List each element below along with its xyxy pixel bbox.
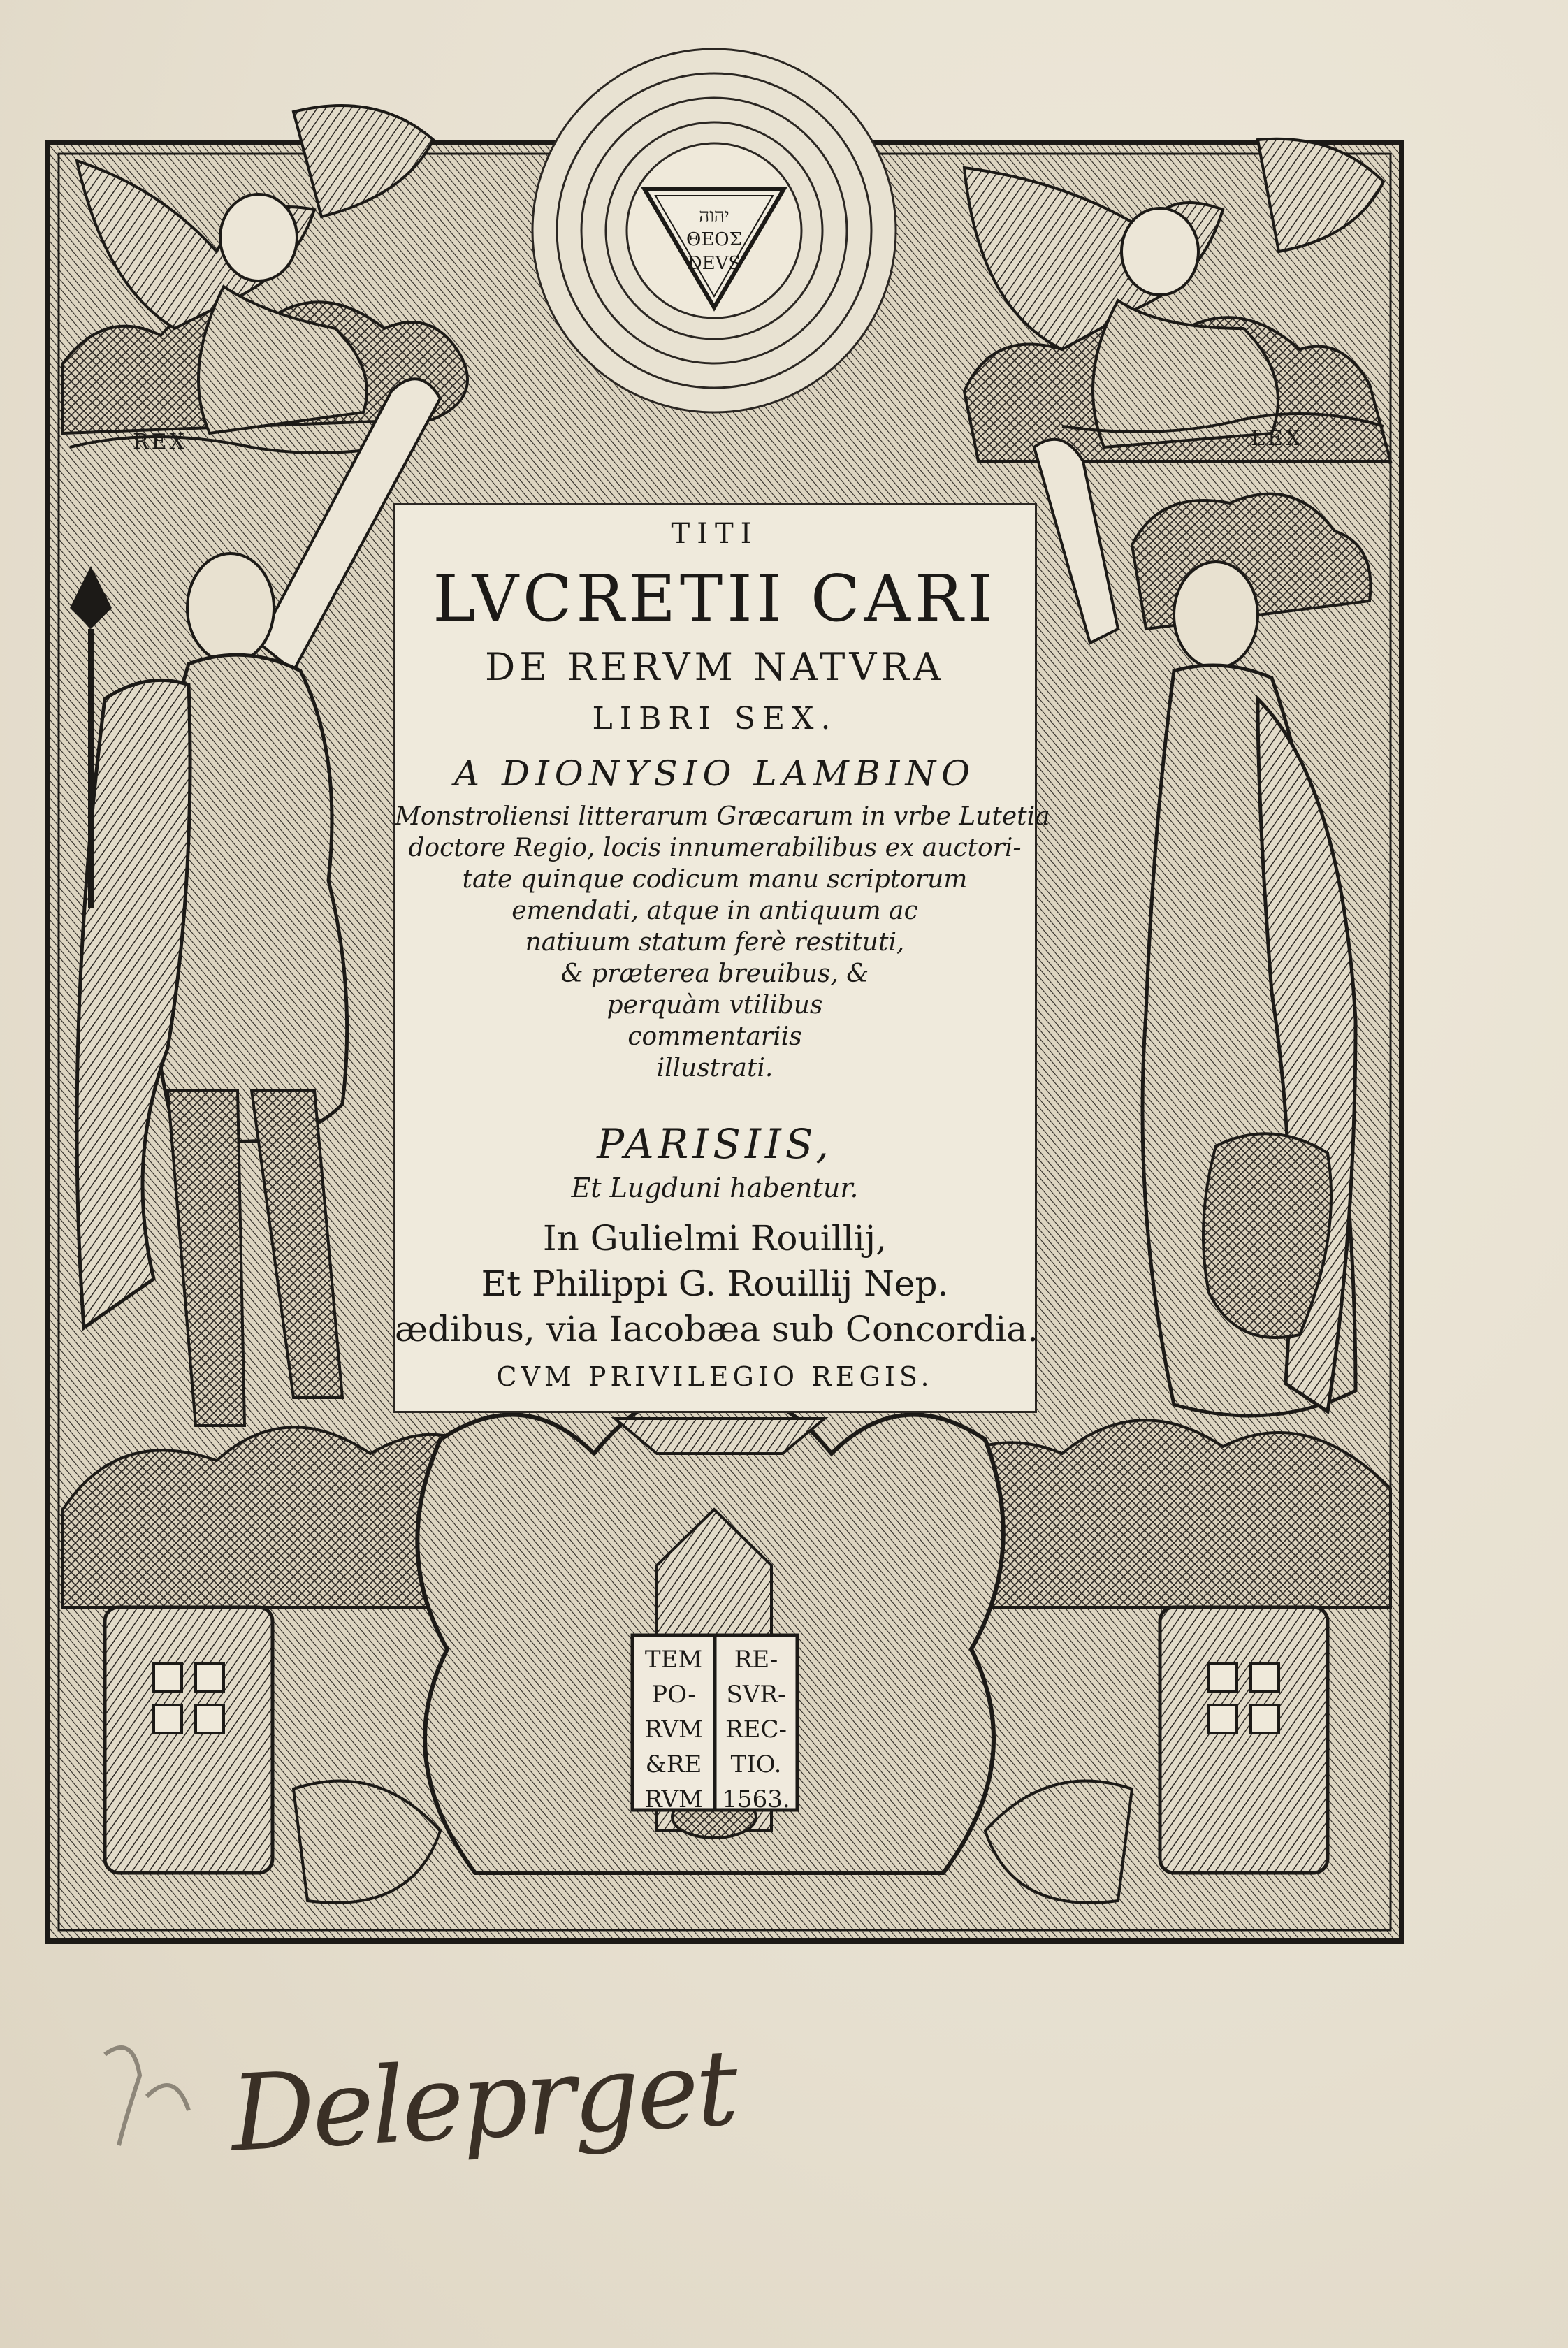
book-right-line: REC- — [725, 1716, 787, 1744]
book-left-line: PO- — [651, 1681, 696, 1709]
editor-note-line: & præterea breuibus, & — [560, 959, 869, 988]
title-titi: TITI — [671, 518, 759, 550]
title-author: LVCRETII CARI — [433, 561, 997, 636]
editor-note-line: Monstroliensi litterarum Græcarum in vrbe Lutetia — [395, 802, 1050, 831]
pedestal-left-icon — [105, 1607, 273, 1873]
book-right-line: TIO. — [730, 1751, 782, 1778]
book-motto-left — [632, 1642, 715, 1817]
editor-note-line: natiuum statum ferè restituti, — [525, 928, 905, 957]
editor-note-line: tate quinque codicum manu scriptorum — [462, 865, 968, 894]
editor-note-line: emendati, atque in antiquum ac — [511, 897, 918, 925]
triangle-line-latin: DEVS — [687, 253, 741, 274]
owner-signature: Deleprget — [227, 2027, 739, 2175]
imprint-line: Et Philippi G. Rouillij Nep. — [481, 1263, 949, 1304]
banner-lex: LEX — [1251, 426, 1304, 451]
triangle-line-greek: ΘΕΟΣ — [686, 229, 742, 250]
triangle-line-hebrew: יהוה — [699, 205, 729, 226]
pedestal-right-icon — [1160, 1607, 1328, 1873]
book-right-line: RE- — [734, 1646, 778, 1674]
imprint-place: PARISIIS, — [597, 1120, 833, 1168]
faded-pencil-mark — [105, 2048, 189, 2145]
editor-note-line: perquàm vtilibus — [607, 991, 823, 1020]
editor-note-line: illustrati. — [656, 1054, 774, 1082]
book-right-line: 1563. — [722, 1785, 790, 1813]
title-block — [393, 503, 1050, 1413]
privilege-line: CVM PRIVILEGIO REGIS. — [496, 1361, 934, 1392]
book-left-line: RVM — [644, 1716, 703, 1744]
book-left-line: TEM — [644, 1646, 703, 1674]
book-left-line: &RE — [645, 1751, 702, 1778]
title-work: DE RERVM NATVRA — [484, 645, 945, 689]
banner-rex: REX — [133, 430, 187, 454]
book-right-line: SVR- — [726, 1681, 786, 1709]
imprint-place-secondary: Et Lugduni habentur. — [571, 1173, 859, 1203]
imprint-line: ædibus, via Iacobæa sub Concordia. — [395, 1309, 1038, 1349]
book-motto-right — [715, 1642, 797, 1817]
editor-note-line: doctore Regio, locis innumerabilibus ex auctori- — [408, 834, 1022, 862]
title-books: LIBRI SEX. — [592, 701, 838, 737]
triangle-inscription — [669, 204, 759, 275]
editor-note-line: commentariis — [627, 1022, 802, 1051]
editor-name: A DIONYSIO LAMBINO — [453, 753, 976, 794]
book-left-line: RVM — [644, 1785, 703, 1813]
imprint-line: In Gulielmi Rouillij, — [542, 1218, 887, 1259]
